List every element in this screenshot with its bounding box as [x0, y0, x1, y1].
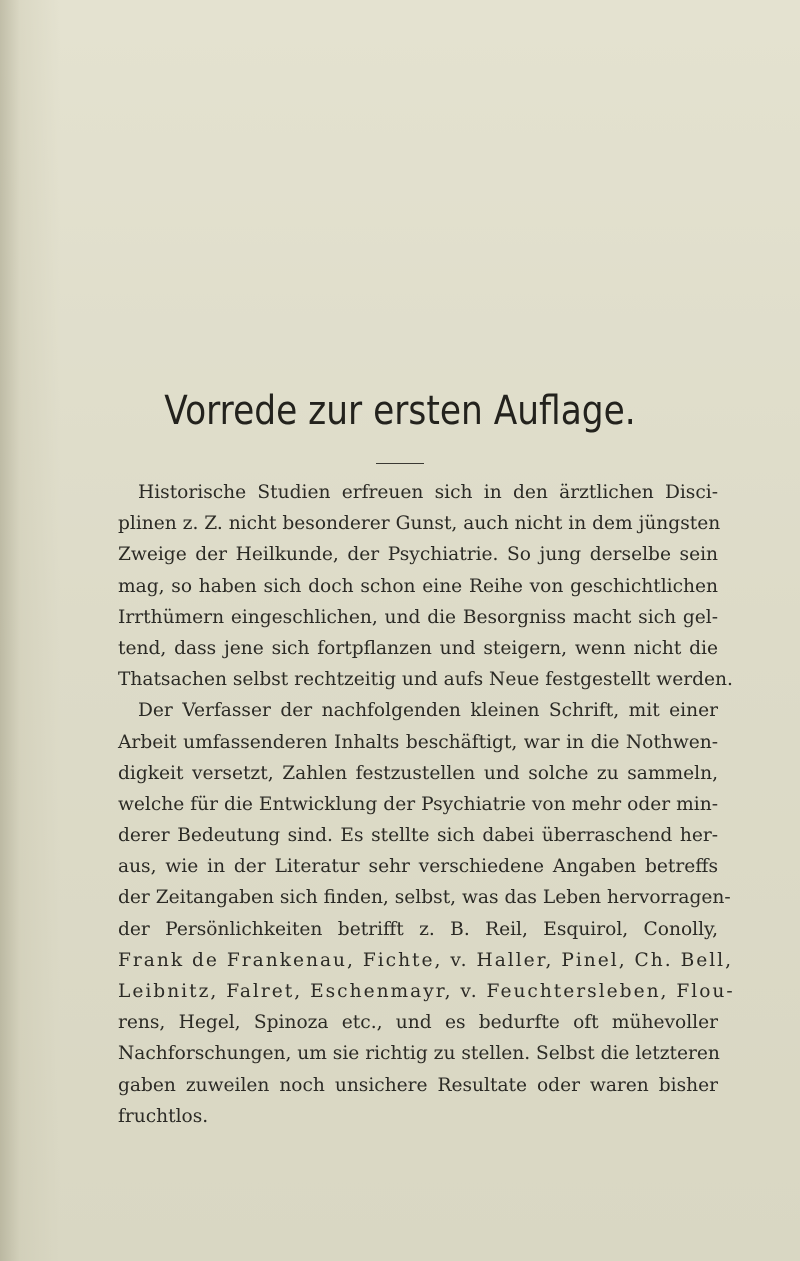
text-line: der Persönlichkeiten betrifft z. B. Reil, Esquirol, Conolly,: [118, 918, 718, 940]
text-line: welche für die Entwicklung der Psychiatrie von mehr oder min-: [118, 793, 718, 815]
body-text: [118, 477, 735, 1132]
text-line: tend, dass jene sich fortpflanzen und steigern, wenn nicht die: [118, 637, 718, 659]
text-line: der Zeitangaben sich finden, selbst, was das Leben hervorragen-: [118, 887, 731, 909]
text-line: fruchtlos.: [118, 1105, 209, 1127]
text-line: Nachforschungen, um sie richtig zu stellen. Selbst die letzteren: [118, 1043, 720, 1065]
text-line: Leibnitz, Falret, Eschenmayr, v. Feuchtersleben, Flou-: [118, 981, 735, 1002]
text-line: Irrthümern eingeschlichen, und die Besorgniss macht sich gel-: [118, 606, 718, 628]
text-line: aus, wie in der Literatur sehr verschiedene Angaben betreffs: [118, 856, 718, 878]
text-line: Zweige der Heilkunde, der Psychiatrie. So jung derselbe sein: [118, 544, 718, 566]
text-line: Arbeit umfassenderen Inhalts beschäftigt, war in die Nothwen-: [118, 731, 718, 753]
text-line: mag, so haben sich doch schon eine Reihe von geschichtlichen: [118, 575, 718, 597]
text-line: Historische Studien erfreuen sich in den ärztlichen Disci-: [138, 482, 718, 503]
title-divider: [376, 463, 424, 464]
text-line: Frank de Frankenau, Fichte, v. Haller, Pinel, Ch. Bell,: [118, 949, 734, 971]
text-line: rens, Hegel, Spinoza etc., und es bedurfte oft mühevoller: [118, 1012, 718, 1034]
text-line: derer Bedeutung sind. Es stellte sich dabei überraschend her-: [118, 825, 718, 847]
text-line: gaben zuweilen noch unsichere Resultate oder waren bisher: [118, 1074, 718, 1096]
page-title: Vorrede zur ersten Auflage.: [164, 388, 636, 434]
text-line: plinen z. Z. nicht besonderer Gunst, auch nicht in dem jüngsten: [118, 513, 721, 535]
text-line: Thatsachen selbst rechtzeitig und aufs Neue festgestellt werden.: [118, 669, 733, 691]
text-line: Der Verfasser der nachfolgenden kleinen Schrift, mit einer: [138, 700, 718, 722]
text-line: digkeit versetzt, Zahlen festzustellen und solche zu sammeln,: [118, 762, 718, 784]
